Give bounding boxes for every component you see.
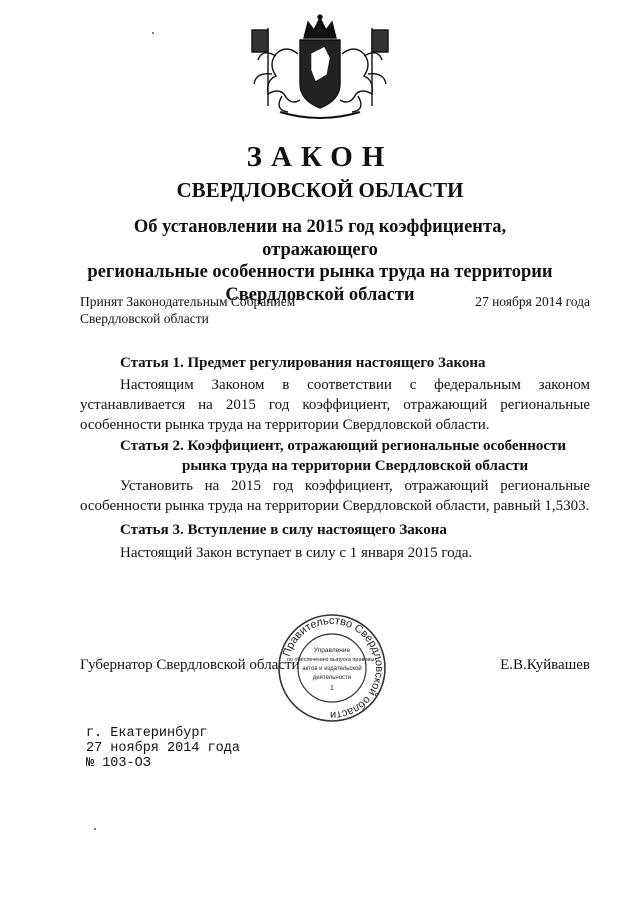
- region-title: СВЕРДЛОВСКОЙ ОБЛАСТИ: [176, 178, 464, 202]
- article-2-text: Установить на 2015 год коэффициент, отражающий региональные особенности рынка труда на территории Свердловской области, равный 1,5303.: [80, 478, 590, 514]
- stamp-number: 1: [330, 685, 334, 692]
- adopted-line: Свердловской области: [80, 311, 209, 326]
- adopted-by: [80, 293, 340, 327]
- stamp-inner-line: по обеспечению выпуска правовых: [286, 657, 378, 663]
- footer-number: № 103-ОЗ: [86, 756, 151, 771]
- subject-line: Свердловской области: [225, 284, 415, 305]
- article-1-text: Настоящим Законом в соответствии с федеральным законом устанавливается на 2015 год коэффициент, отражающий региональные особенности рынка труда на территории Свердловской области.: [80, 377, 590, 433]
- article-2-heading-line: рынка труда на территории Свердловской области: [182, 458, 529, 474]
- stamp-inner-line: деятельности: [312, 675, 352, 681]
- footer-date: 27 ноября 2014 года: [86, 741, 240, 756]
- stamp-outer-text: Правительство Свердловской области: [280, 614, 386, 722]
- stamp-inner-line: Управление: [313, 647, 351, 654]
- law-title: ЗАКОН: [246, 141, 394, 173]
- stamp-inner-line: актов и издательской: [302, 666, 362, 672]
- article-3-text: Настоящий Закон вступает в силу с 1 января 2015 года.: [120, 545, 473, 561]
- article-3-heading: Статья 3. Вступление в силу настоящего Закона: [120, 522, 447, 538]
- official-stamp: [276, 612, 388, 724]
- article-1-heading: Статья 1. Предмет регулирования настоящего Закона: [120, 355, 486, 371]
- adopted-line: Принят Законодательным Собранием: [80, 294, 296, 309]
- signer-name: Е.В.Куйвашев: [500, 657, 590, 673]
- scan-speck: [152, 32, 154, 34]
- governor-title: Губернатор Свердловской области: [80, 657, 300, 673]
- footer-city: г. Екатеринбург: [86, 726, 208, 741]
- subject-line: Об установлении на 2015 год коэффициента, отражающего: [133, 217, 507, 260]
- coat-of-arms-emblem: [232, 14, 408, 122]
- adoption-date: 27 ноября 2014 года: [475, 294, 590, 309]
- article-2-heading-line: Статья 2. Коэффициент, отражающий региональные особенности: [120, 438, 567, 454]
- scan-speck: [94, 828, 96, 830]
- subject-line: региональные особенности рынка труда на территории: [87, 262, 553, 282]
- article-2-heading: [120, 436, 590, 476]
